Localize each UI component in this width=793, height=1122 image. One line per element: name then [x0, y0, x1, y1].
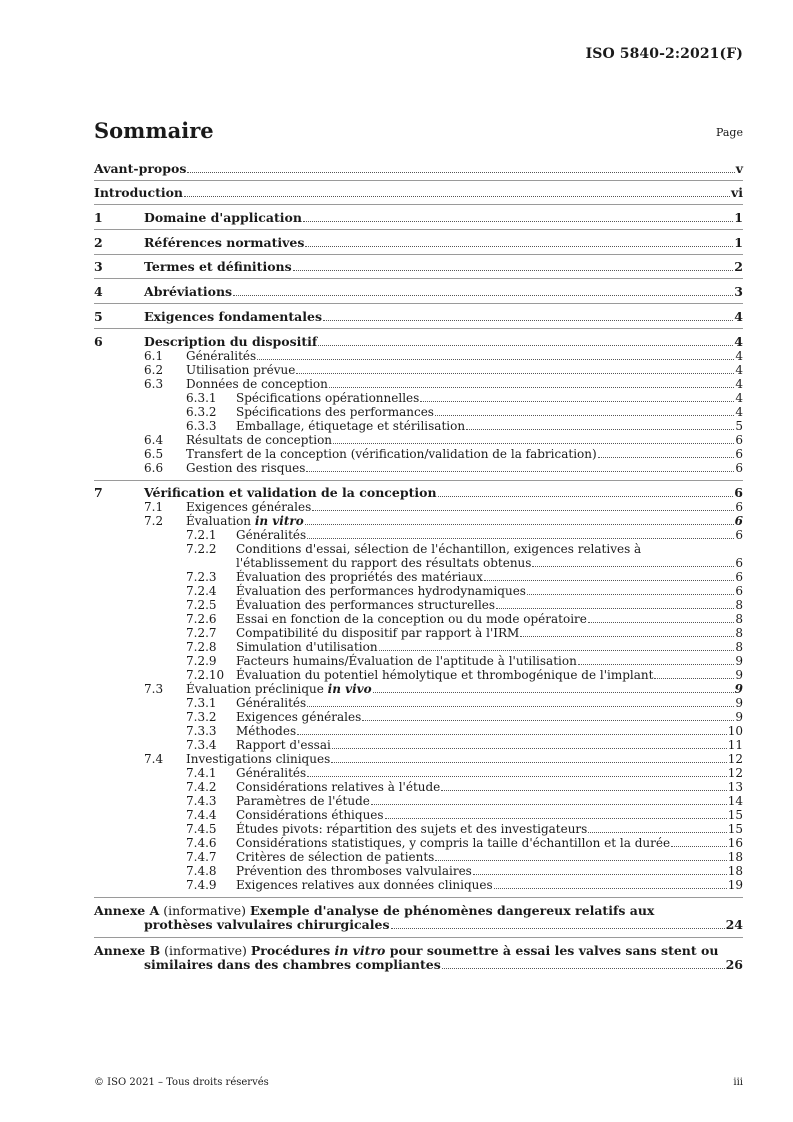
toc-entry-7-4[interactable]	[94, 752, 743, 766]
dot-leader	[331, 762, 726, 763]
toc-page: 9	[734, 682, 743, 696]
toc-number: 7.4.7	[186, 850, 217, 864]
toc-label: Utilisation prévue	[186, 363, 296, 377]
toc-entry-6[interactable]	[94, 335, 743, 349]
toc-entry-7-3-2[interactable]	[94, 710, 743, 724]
dot-leader	[184, 196, 730, 197]
toc-number: 6.3.2	[186, 405, 217, 419]
toc-number: 7.4.3	[186, 794, 217, 808]
toc-number: 7.2	[144, 514, 164, 528]
toc-label: Évaluation du potentiel hémolytique et thrombogénique de l'implant	[236, 668, 654, 682]
toc-page: 10	[727, 724, 743, 738]
toc-entry-7-3-1[interactable]	[94, 696, 743, 710]
toc-page: 9	[735, 696, 743, 710]
annex-title-emphasis: in vitro	[334, 943, 386, 958]
toc-page: 6	[735, 447, 743, 461]
page-column-label: Page	[715, 126, 743, 139]
dot-leader	[307, 776, 727, 777]
toc-page: 12	[727, 766, 743, 780]
toc-page: 6	[734, 514, 743, 528]
dot-leader	[473, 874, 727, 875]
toc-label: Prévention des thromboses valvulaires	[236, 864, 472, 878]
toc-label: Paramètres de l'étude	[236, 794, 370, 808]
toc-label: Introduction	[94, 185, 184, 200]
toc-entry-7-3-3[interactable]	[94, 724, 743, 738]
toc-page: 18	[727, 864, 743, 878]
toc-entry-7-2-9[interactable]	[94, 654, 743, 668]
toc-page: 3	[734, 284, 743, 299]
toc-number: 7.2.8	[186, 640, 217, 654]
dot-leader	[435, 415, 734, 416]
toc-number: 6.5	[144, 447, 164, 461]
toc-label: Exigences relatives aux données cliniques	[236, 878, 493, 892]
toc-entry-7-2-1[interactable]	[94, 528, 743, 542]
toc-number: 6.4	[144, 433, 164, 447]
toc-label: Termes et définitions	[144, 259, 292, 274]
toc-entry-6-6[interactable]	[94, 461, 743, 475]
toc-number: 7.3.3	[186, 724, 217, 738]
dot-leader	[233, 295, 733, 296]
toc-page: 8	[735, 612, 743, 626]
toc-number: 7	[94, 485, 103, 500]
toc-number: 5	[94, 309, 103, 324]
page-title: Sommaire	[94, 118, 214, 143]
toc-label: Emballage, étiquetage et stérilisation	[236, 419, 466, 433]
toc-number: 7.3.4	[186, 738, 217, 752]
toc-label: Facteurs humains/Évaluation de l'aptitude à l'utilisation	[236, 654, 577, 668]
dot-leader	[306, 471, 734, 472]
toc-label: Transfert de la conception (vérification/validation de la fabrication)	[186, 447, 597, 461]
toc-number: 7.2.10	[186, 668, 225, 682]
toc-label: Données de conception	[186, 377, 328, 391]
dot-leader	[305, 246, 733, 247]
toc-number: 7.2.6	[186, 612, 217, 626]
toc-label: Généralités	[236, 766, 307, 780]
dot-leader	[598, 457, 735, 458]
toc-entry-7-2-5[interactable]	[94, 598, 743, 612]
toc-number: 6.2	[144, 363, 164, 377]
toc-entry-annexe-a-line2[interactable]	[94, 918, 743, 932]
dot-leader	[496, 608, 734, 609]
toc-page: 6	[735, 461, 743, 475]
toc-label: Références normatives	[144, 235, 305, 250]
toc-label: Vérification et validation de la conception	[144, 485, 437, 500]
toc-entry-4[interactable]	[94, 285, 743, 299]
toc-number: 7.4	[144, 752, 164, 766]
toc-label: Rapport d'essai	[236, 738, 331, 752]
toc-label: l'établissement du rapport des résultats obtenus	[236, 556, 532, 570]
toc-label: Exigences fondamentales	[144, 309, 322, 324]
toc-page: 6	[735, 528, 743, 542]
toc-label: Avant-propos	[94, 161, 187, 176]
toc-entry-annexe-b-line1[interactable]	[94, 944, 743, 958]
toc-label: Gestion des risques	[186, 461, 306, 475]
toc-page: 19	[727, 878, 743, 892]
toc-page: 6	[735, 556, 743, 570]
toc-page: 13	[727, 780, 743, 794]
document-id: ISO 5840-2:2021(F)	[585, 46, 743, 62]
dot-leader	[532, 566, 734, 567]
toc-entry-7-2-10[interactable]	[94, 668, 743, 682]
toc-page: 4	[735, 405, 743, 419]
toc-number: 7.4.9	[186, 878, 217, 892]
dot-leader	[654, 678, 734, 679]
toc-number: 1	[94, 210, 103, 225]
toc-label: Généralités	[236, 696, 307, 710]
toc-entry-7-4-1[interactable]	[94, 766, 743, 780]
toc-label: Compatibilité du dispositif par rapport à l'IRM	[236, 626, 520, 640]
toc-page: 1	[734, 210, 743, 225]
toc-page: 9	[735, 668, 743, 682]
toc-label: Évaluation des propriétés des matériaux	[236, 570, 483, 584]
toc-entry-7-2-2-line2[interactable]	[94, 556, 743, 570]
dot-leader	[293, 270, 734, 271]
toc-number: 7.2.2	[186, 542, 217, 556]
dot-leader	[438, 496, 734, 497]
dot-leader	[187, 172, 734, 173]
toc-entry-7[interactable]	[94, 486, 743, 500]
toc-label: Domaine d'application	[144, 210, 302, 225]
toc-page: 2	[734, 259, 743, 274]
toc-entry-7-4-9[interactable]	[94, 878, 743, 892]
toc-label: Simulation d'utilisation	[236, 640, 378, 654]
toc-entry-annexe-b-line2[interactable]	[94, 958, 743, 972]
toc-entry-7-4-6[interactable]	[94, 836, 743, 850]
toc-entry-6-5[interactable]	[94, 447, 743, 461]
toc-label: Résultats de conception	[186, 433, 333, 447]
toc-page: 8	[735, 626, 743, 640]
annex-prefix: Annexe A	[94, 903, 160, 918]
toc-label: Essai en fonction de la conception ou du mode opératoire	[236, 612, 587, 626]
toc-page: 4	[735, 349, 743, 363]
toc-number: 6	[94, 334, 103, 349]
dot-leader	[307, 538, 734, 539]
toc-number: 6.6	[144, 461, 164, 475]
toc-page: 15	[727, 808, 743, 822]
annex-title: Procédures	[250, 943, 335, 958]
annex-kind: (informative)	[159, 903, 250, 918]
toc-label-text: Évaluation	[186, 514, 255, 528]
toc-number: 7.4.8	[186, 864, 217, 878]
toc-page: 6	[735, 584, 743, 598]
dot-leader	[391, 928, 725, 929]
toc-page: 9	[735, 654, 743, 668]
dot-leader	[371, 804, 727, 805]
toc-page: 24	[725, 917, 743, 932]
toc-entry-7-2-2-line1[interactable]	[94, 542, 743, 556]
toc-entry-annexe-a-line1[interactable]	[94, 904, 743, 918]
toc-entry-5[interactable]	[94, 310, 743, 324]
toc-entry-7-4-4[interactable]	[94, 808, 743, 822]
toc-entry-7-4-3[interactable]	[94, 794, 743, 808]
toc-label: Abréviations	[144, 284, 233, 299]
toc-number: 7.3	[144, 682, 164, 696]
toc-number: 7.2.3	[186, 570, 217, 584]
toc-page: 4	[735, 363, 743, 377]
toc-label-emphasis: in vitro	[254, 514, 304, 528]
dot-leader	[484, 580, 734, 581]
toc-label: Spécifications des performances	[236, 405, 434, 419]
toc-label-text: Évaluation préclinique	[186, 682, 328, 696]
toc-page: 6	[735, 433, 743, 447]
toc-entry-2[interactable]	[94, 236, 743, 250]
toc-number: 6.3.1	[186, 391, 217, 405]
toc-label: Études pivots: répartition des sujets et des investigateurs	[236, 822, 588, 836]
dot-leader	[297, 734, 727, 735]
toc-page: 16	[727, 836, 743, 850]
dot-leader	[373, 692, 734, 693]
annex-kind: (informative)	[160, 943, 251, 958]
toc-label: Considérations éthiques	[236, 808, 384, 822]
dot-leader	[420, 401, 734, 402]
toc-page: 5	[735, 419, 743, 433]
dot-leader	[520, 636, 734, 637]
toc-label: Description du dispositif	[144, 334, 318, 349]
toc-page: vi	[730, 185, 743, 200]
toc-page: 4	[734, 334, 743, 349]
toc-label: Évaluation des performances structurelles	[236, 598, 496, 612]
toc-page: 4	[735, 377, 743, 391]
toc-entry-6-3-3[interactable]	[94, 419, 743, 433]
dot-leader	[527, 594, 734, 595]
dot-leader	[466, 429, 734, 430]
toc-page: 8	[735, 598, 743, 612]
toc-label: Exigences générales	[236, 710, 362, 724]
dot-leader	[435, 860, 726, 861]
toc-entry-7-2-6[interactable]	[94, 612, 743, 626]
dot-leader	[307, 706, 734, 707]
toc-entry-7-2-3[interactable]	[94, 570, 743, 584]
toc-label: Considérations statistiques, y compris la taille d'échantillon et la durée	[236, 836, 671, 850]
toc-entry-avant-propos[interactable]	[94, 162, 743, 176]
toc-page: 8	[735, 640, 743, 654]
toc-number: 4	[94, 284, 103, 299]
dot-leader	[312, 510, 734, 511]
toc-label	[186, 682, 372, 696]
toc-page: 6	[734, 485, 743, 500]
toc-number: 7.3.1	[186, 696, 217, 710]
dot-leader	[385, 818, 727, 819]
toc-number: 7.2.1	[186, 528, 217, 542]
dot-leader	[578, 664, 735, 665]
toc-entry-7-4-5[interactable]	[94, 822, 743, 836]
toc-page: 1	[734, 235, 743, 250]
toc-page: v	[735, 161, 743, 176]
toc-number: 7.1	[144, 500, 164, 514]
toc-entry-introduction[interactable]	[94, 186, 743, 200]
toc-label: Généralités	[186, 349, 257, 363]
dot-leader	[442, 968, 725, 969]
toc-number: 2	[94, 235, 103, 250]
footer-page-number: iii	[733, 1077, 743, 1088]
dot-leader	[257, 359, 734, 360]
toc-number: 6.1	[144, 349, 164, 363]
dot-leader	[671, 846, 727, 847]
toc-number: 7.4.4	[186, 808, 217, 822]
dot-leader	[441, 790, 726, 791]
toc-page: 6	[735, 500, 743, 514]
dot-leader	[333, 443, 734, 444]
toc-entry-1[interactable]	[94, 211, 743, 225]
toc-entry-7-3[interactable]	[94, 682, 743, 696]
toc-label: Exigences générales	[186, 500, 312, 514]
toc-label: similaires dans des chambres compliantes	[144, 957, 441, 972]
toc-number: 7.3.2	[186, 710, 217, 724]
toc-number: 7.2.5	[186, 598, 217, 612]
toc-entry-7-2-8[interactable]	[94, 640, 743, 654]
toc-entry-7-3-4[interactable]	[94, 738, 743, 752]
toc-label: Investigations cliniques	[186, 752, 331, 766]
toc-page: 26	[725, 957, 743, 972]
toc-page: 4	[734, 309, 743, 324]
toc-page: 6	[735, 570, 743, 584]
toc-entry-7-4-8[interactable]	[94, 864, 743, 878]
toc-label: Conditions d'essai, sélection de l'échantillon, exigences relatives à	[236, 542, 642, 556]
toc-label-emphasis: in vivo	[327, 682, 372, 696]
toc-number: 7.4.1	[186, 766, 217, 780]
toc-entry-7-4-2[interactable]	[94, 780, 743, 794]
annex-prefix: Annexe B	[94, 943, 161, 958]
toc-entry-6-3-1[interactable]	[94, 391, 743, 405]
dot-leader	[318, 345, 733, 346]
dot-leader	[588, 832, 726, 833]
dot-leader	[296, 373, 734, 374]
toc-page: 11	[727, 738, 743, 752]
toc-entry-7-4-7[interactable]	[94, 850, 743, 864]
toc-label	[94, 904, 654, 918]
dot-leader	[588, 622, 734, 623]
dot-leader	[332, 748, 727, 749]
toc-label: Spécifications opérationnelles	[236, 391, 420, 405]
toc-number: 7.2.9	[186, 654, 217, 668]
toc-entry-6-3-2[interactable]	[94, 405, 743, 419]
toc-page: 12	[727, 752, 743, 766]
dot-leader	[494, 888, 727, 889]
footer-copyright: © ISO 2021 – Tous droits réservés	[94, 1077, 269, 1088]
annex-title: pour soumettre à essai les valves sans stent ou	[385, 943, 719, 958]
toc-entry-7-2-7[interactable]	[94, 626, 743, 640]
annex-title: Exemple d'analyse de phénomènes dangereux relatifs aux	[249, 903, 655, 918]
toc-number: 7.2.4	[186, 584, 217, 598]
dot-leader	[303, 221, 733, 222]
toc-number: 7.4.2	[186, 780, 217, 794]
dot-leader	[362, 720, 734, 721]
toc-number: 7.4.6	[186, 836, 217, 850]
toc-label	[186, 514, 304, 528]
dot-leader	[305, 524, 734, 525]
toc-page: 14	[727, 794, 743, 808]
toc-entry-6-4[interactable]	[94, 433, 743, 447]
toc-entry-6-1[interactable]	[94, 349, 743, 363]
toc-entry-3[interactable]	[94, 260, 743, 274]
toc-entry-6-3[interactable]	[94, 377, 743, 391]
toc-number: 3	[94, 259, 103, 274]
toc-label: Considérations relatives à l'étude	[236, 780, 441, 794]
toc-label: Généralités	[236, 528, 307, 542]
toc-entry-7-2[interactable]	[94, 514, 743, 528]
toc-page: 18	[727, 850, 743, 864]
toc-page: 15	[727, 822, 743, 836]
toc-entry-7-2-4[interactable]	[94, 584, 743, 598]
dot-leader	[329, 387, 734, 388]
toc-number: 7.2.7	[186, 626, 217, 640]
toc-page: 9	[735, 710, 743, 724]
dot-leader	[379, 650, 735, 651]
toc-label: Méthodes	[236, 724, 297, 738]
toc-label: Critères de sélection de patients	[236, 850, 435, 864]
toc-label	[94, 944, 718, 958]
toc-page: 4	[735, 391, 743, 405]
toc-entry-6-2[interactable]	[94, 363, 743, 377]
toc-number: 6.3.3	[186, 419, 217, 433]
toc-entry-7-1[interactable]	[94, 500, 743, 514]
toc-number: 6.3	[144, 377, 164, 391]
dot-leader	[323, 320, 733, 321]
toc-number: 7.4.5	[186, 822, 217, 836]
toc-label: prothèses valvulaires chirurgicales	[144, 917, 390, 932]
title-row	[94, 113, 743, 143]
table-of-contents	[94, 157, 743, 972]
toc-label: Évaluation des performances hydrodynamiques	[236, 584, 526, 598]
